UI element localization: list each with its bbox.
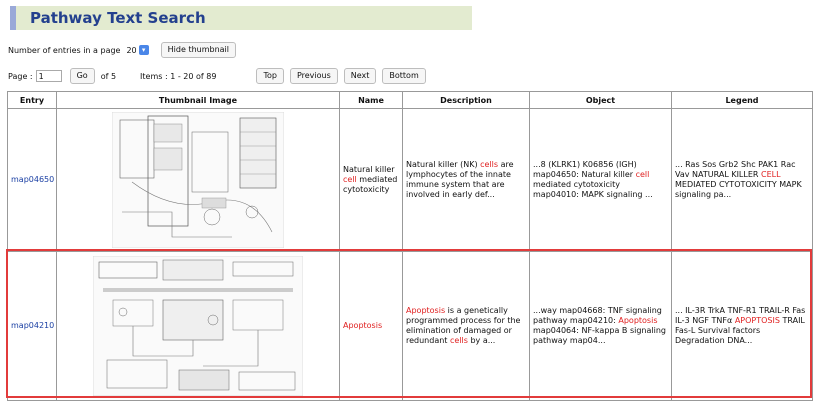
table-row	[8, 109, 813, 252]
thumbnail-cell	[57, 252, 340, 401]
header-name: Name	[340, 92, 403, 109]
page-title: Pathway Text Search	[30, 9, 206, 27]
top-button[interactable]: Top	[256, 68, 284, 84]
pathway-name-nk: Natural killer cell mediated cytotoxicity	[343, 165, 398, 194]
previous-button[interactable]: Previous	[290, 68, 338, 84]
pathway-thumbnail-apoptosis[interactable]	[93, 256, 303, 396]
go-button[interactable]: Go	[70, 68, 95, 84]
header-object: Object	[530, 92, 672, 109]
description-apoptosis: Apoptosis is a genetically programmed process for the elimination of damaged or redundant cells by a...	[406, 306, 521, 345]
header-description: Description	[403, 92, 530, 109]
page-label: Page :	[8, 71, 33, 81]
header-legend: Legend	[672, 92, 813, 109]
header-entry: Entry	[8, 92, 57, 109]
thumbnail-cell	[57, 109, 340, 252]
table-row	[8, 252, 813, 401]
entries-select[interactable]	[126, 45, 148, 55]
entry-link-map04650[interactable]: map04650	[11, 175, 55, 184]
legend-apoptosis: ... IL-3R TrkA TNF-R1 TRAIL-R Fas IL-3 NGF TNFα APOPTOSIS TRAIL Fas-L Survival factors Degradation DNA...	[675, 306, 806, 345]
header-thumbnail: Thumbnail Image	[57, 92, 340, 109]
object-nk: ...8 (KLRK1) K06856 (IGH) map04650: Natural killer cell mediated cytotoxicity map04010: MAPK signaling ...	[533, 160, 653, 199]
bottom-button[interactable]: Bottom	[382, 68, 425, 84]
entries-control-row	[8, 42, 236, 58]
page-input[interactable]: 1	[36, 70, 62, 82]
items-count: Items : 1 - 20 of 89	[140, 71, 217, 81]
entries-label: Number of entries in a page	[8, 45, 121, 55]
results-table	[7, 91, 813, 401]
entries-select-value: 20	[126, 45, 137, 55]
object-apoptosis: ...way map04668: TNF signaling pathway map04210: Apoptosis map04064: NF-kappa B signaling pathway map04...	[533, 306, 666, 345]
table-header-row	[8, 92, 813, 109]
pathway-thumbnail-nk[interactable]	[112, 112, 284, 248]
pagination-row	[8, 68, 426, 84]
hide-thumbnail-button[interactable]: Hide thumbnail	[161, 42, 236, 58]
page-count: of 5	[100, 71, 117, 81]
legend-nk: ... Ras Sos Grb2 Shc PAK1 Rac Vav NATURAL KILLER CELL MEDIATED CYTOTOXICITY MAPK signaling pa...	[675, 160, 802, 199]
next-button[interactable]: Next	[344, 68, 377, 84]
pathway-name-apoptosis: Apoptosis	[343, 321, 383, 330]
description-nk: Natural killer (NK) cells are lymphocytes of the innate immune system that are involved in early def...	[406, 160, 514, 199]
chevron-down-icon: ▾	[139, 45, 149, 55]
entry-link-map04210[interactable]: map04210	[11, 321, 55, 330]
page-title-bar	[10, 6, 472, 30]
